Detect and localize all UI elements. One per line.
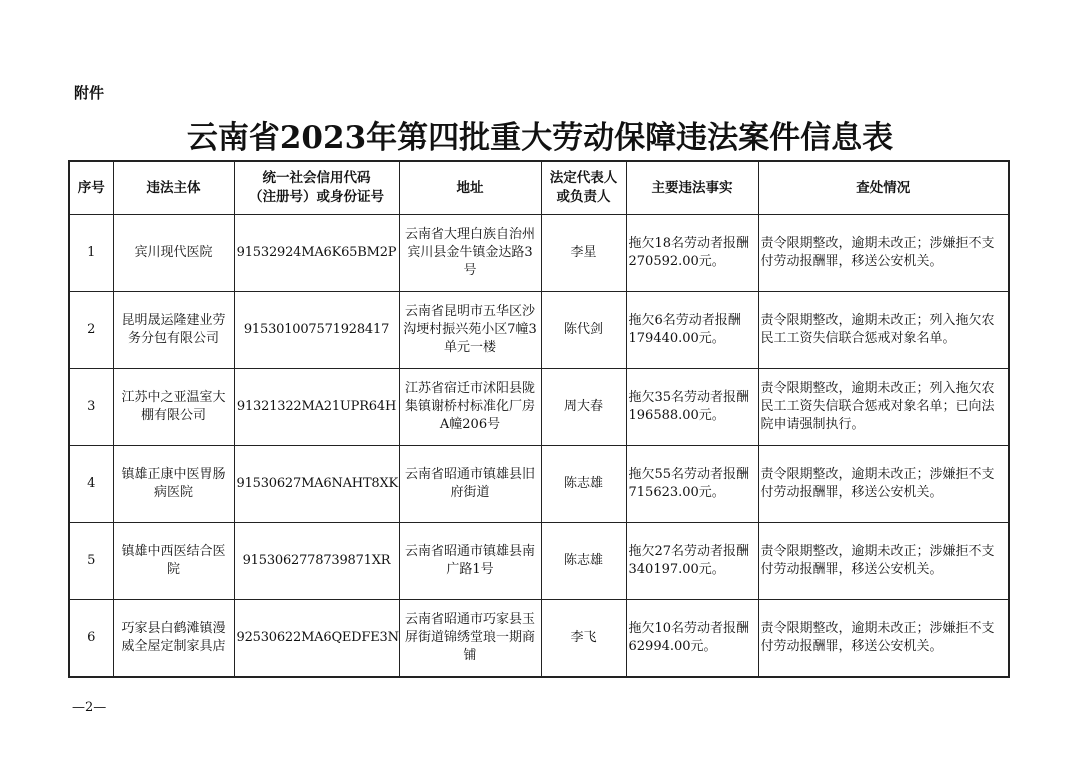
cell-address: 云南省大理白族自治州宾川县金牛镇金达路3号 (399, 215, 541, 292)
cell-entity: 宾川现代医院 (113, 215, 234, 292)
header-credit-code-line2: （注册号）或身份证号 (249, 189, 384, 205)
cell-facts: 拖欠55名劳动者报酬715623.00元。 (626, 446, 758, 523)
cell-credit-code: 91530627MA6NAHT8XK (234, 446, 399, 523)
table-header-row (69, 161, 1009, 215)
header-serial-no: 序号 (69, 161, 113, 215)
cell-representative: 李飞 (541, 600, 626, 678)
cell-address: 云南省昭通市镇雄县南广路1号 (399, 523, 541, 600)
cell-facts: 拖欠10名劳动者报酬62994.00元。 (626, 600, 758, 678)
header-credit-code-line1: 统一社会信用代码 (262, 170, 371, 186)
violation-cases-table (68, 160, 1010, 678)
table-row (69, 292, 1009, 369)
cell-representative: 周大春 (541, 369, 626, 446)
header-representative (541, 161, 626, 215)
cell-representative: 陈志雄 (541, 523, 626, 600)
cell-entity: 昆明晟运隆建业劳务分包有限公司 (113, 292, 234, 369)
cell-handling: 责令限期整改，逾期未改正；涉嫌拒不支付劳动报酬罪，移送公安机关。 (758, 523, 1009, 600)
cell-credit-code: 9153062778739871XR (234, 523, 399, 600)
cell-credit-code: 91532924MA6K65BM2P (234, 215, 399, 292)
cell-entity: 江苏中之亚温室大棚有限公司 (113, 369, 234, 446)
cell-credit-code: 91321322MA21UPR64H (234, 369, 399, 446)
cell-facts: 拖欠6名劳动者报酬179440.00元。 (626, 292, 758, 369)
cell-entity: 巧家县白鹤滩镇漫威全屋定制家具店 (113, 600, 234, 678)
cell-serial-no: 4 (69, 446, 113, 523)
header-facts: 主要违法事实 (626, 161, 758, 215)
cell-handling: 责令限期整改，逾期未改正；涉嫌拒不支付劳动报酬罪，移送公安机关。 (758, 600, 1009, 678)
cell-address: 江苏省宿迁市沭阳县陇集镇谢桥村标准化厂房A幢206号 (399, 369, 541, 446)
header-address: 地址 (399, 161, 541, 215)
header-credit-code (234, 161, 399, 215)
header-representative-line1: 法定代表人 (549, 170, 618, 186)
table-row (69, 369, 1009, 446)
cell-address: 云南省昭通市巧家县玉屏街道锦绣堂琅一期商铺 (399, 600, 541, 678)
attachment-label: 附件 (74, 84, 105, 102)
cell-serial-no: 1 (69, 215, 113, 292)
cell-credit-code: 92530622MA6QEDFE3N (234, 600, 399, 678)
cell-representative: 陈志雄 (541, 446, 626, 523)
cell-entity: 镇雄正康中医胃肠病医院 (113, 446, 234, 523)
table-row (69, 215, 1009, 292)
cell-serial-no: 2 (69, 292, 113, 369)
document-title: 云南省2023年第四批重大劳动保障违法案件信息表 (186, 120, 894, 156)
cell-serial-no: 5 (69, 523, 113, 600)
header-entity: 违法主体 (113, 161, 234, 215)
cell-credit-code: 915301007571928417 (234, 292, 399, 369)
cell-representative: 陈代剑 (541, 292, 626, 369)
cell-handling: 责令限期整改，逾期未改正；涉嫌拒不支付劳动报酬罪，移送公安机关。 (758, 446, 1009, 523)
cell-facts: 拖欠35名劳动者报酬196588.00元。 (626, 369, 758, 446)
cell-entity: 镇雄中西医结合医院 (113, 523, 234, 600)
cell-representative: 李星 (541, 215, 626, 292)
header-representative-line2: 或负责人 (556, 189, 611, 205)
table-row (69, 600, 1009, 678)
cell-serial-no: 3 (69, 369, 113, 446)
cell-serial-no: 6 (69, 600, 113, 678)
cell-facts: 拖欠18名劳动者报酬270592.00元。 (626, 215, 758, 292)
table-row (69, 523, 1009, 600)
cell-handling: 责令限期整改，逾期未改正；列入拖欠农民工工资失信联合惩戒对象名单；已向法院申请强制执行。 (758, 369, 1009, 446)
page-number: —2— (72, 700, 107, 715)
cell-facts: 拖欠27名劳动者报酬340197.00元。 (626, 523, 758, 600)
cell-address: 云南省昭通市镇雄县旧府街道 (399, 446, 541, 523)
cell-handling: 责令限期整改，逾期未改正；列入拖欠农民工工资失信联合惩戒对象名单。 (758, 292, 1009, 369)
table-row (69, 446, 1009, 523)
cell-handling: 责令限期整改，逾期未改正；涉嫌拒不支付劳动报酬罪，移送公安机关。 (758, 215, 1009, 292)
header-handling: 查处情况 (758, 161, 1009, 215)
cell-address: 云南省昆明市五华区沙沟埂村振兴苑小区7幢3单元一楼 (399, 292, 541, 369)
